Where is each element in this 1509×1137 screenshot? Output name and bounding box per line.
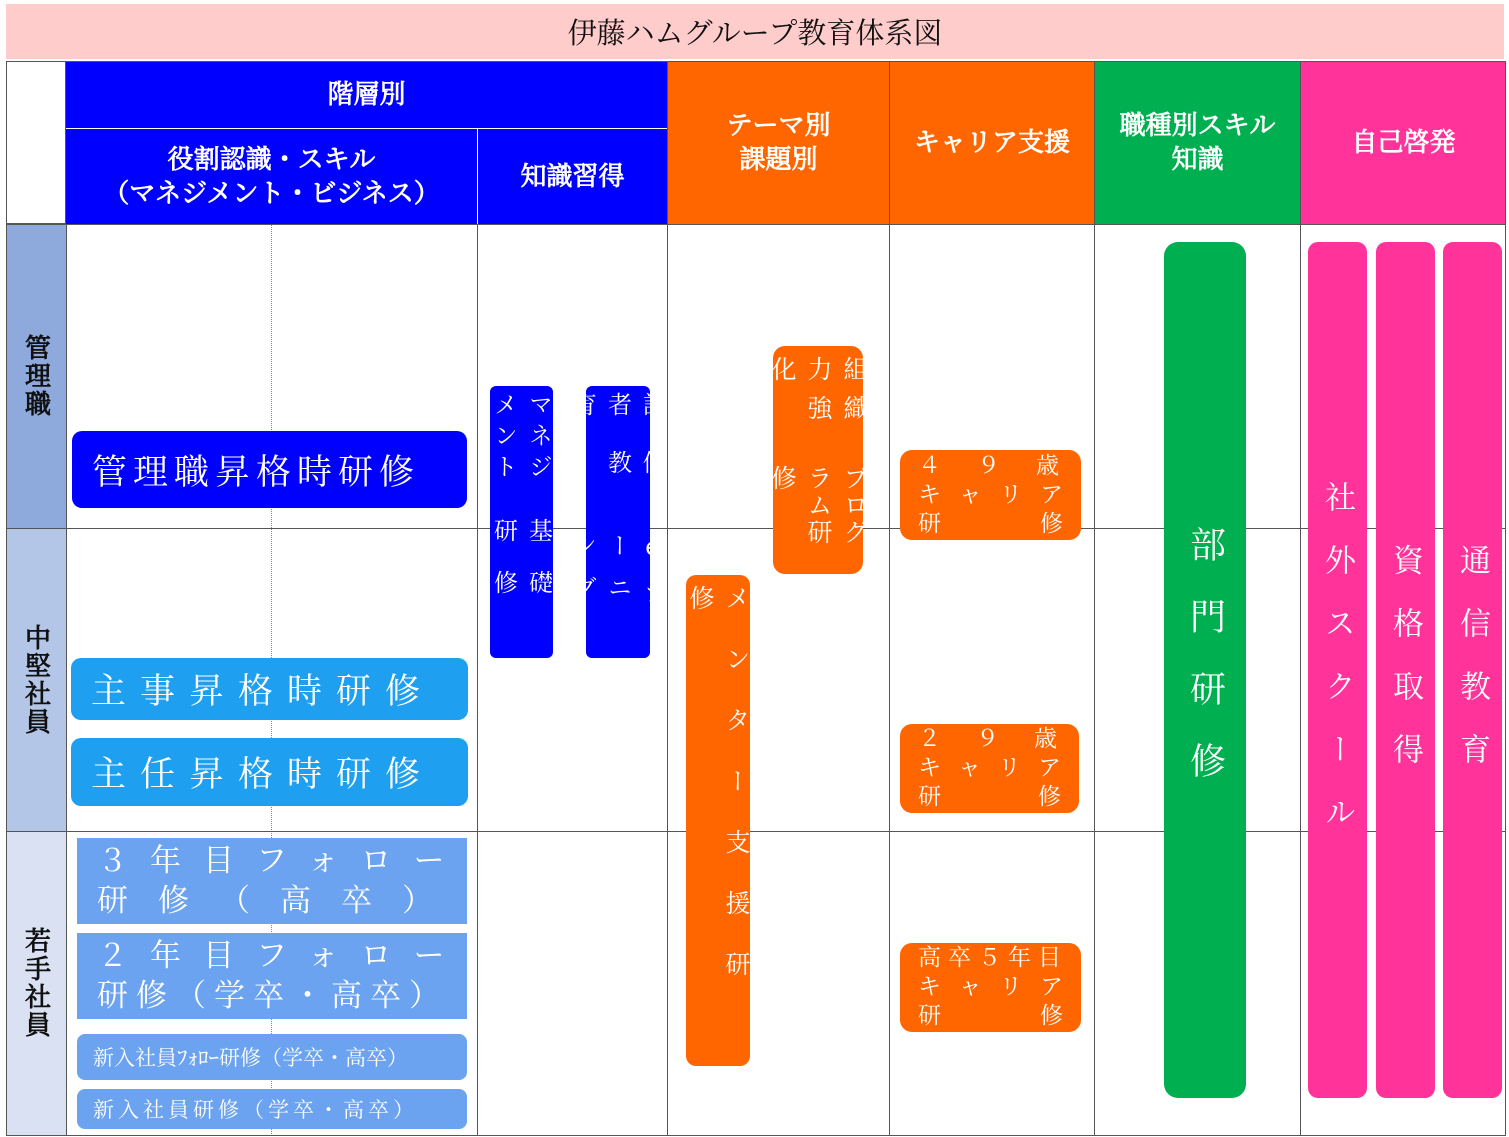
header-divider-v [477,129,478,224]
career-49-line2: キャリア [918,481,1063,508]
manager-promotion-label: 管理職昇格時研修 [92,452,421,493]
header-role-skill [66,129,477,224]
new-hire-label: 新入社員研修（学卒・高卒） [93,1098,418,1122]
qualification-label: 資格取得 [1387,544,1423,796]
management-basic-col2: 基礎研修 [489,517,553,622]
header-theme [668,61,889,224]
header-theme-line1: テーマ別 [726,110,831,141]
header-divider [66,128,667,129]
second-year-follow-line1: ２年目フォロー [97,938,467,974]
header-role-skill-line1: 役割認識・スキル [167,144,376,175]
management-basic-training[interactable] [490,386,553,658]
row-label-manager: 管理職 [6,224,66,528]
career-49-training[interactable] [900,450,1081,540]
row-label-young: 若手社員 [6,831,66,1135]
header-hierarchy: 階層別 [66,61,667,128]
career-29-training[interactable] [900,724,1079,813]
correspondence-education[interactable] [1443,242,1502,1098]
third-year-follow-training[interactable] [77,838,467,924]
grid-line [1300,61,1301,1136]
career-hs5-line3: 研修 [918,1003,1063,1029]
career-hs5-training[interactable] [900,943,1081,1032]
manager-promotion-training[interactable] [72,431,467,508]
grid-line [6,224,1506,225]
new-hire-follow-label: 新入社員ﾌｫﾛｰ研修（学卒・高卒） [93,1046,408,1070]
grid-line [1094,61,1095,1136]
career-29-line3: 研修 [918,784,1061,810]
org-strengthening-program[interactable] [768,346,869,574]
header-self-dev: 自己啓発 [1301,61,1506,224]
grid-line [889,61,890,1136]
third-year-follow-line2: 研修（高卒） [97,883,463,919]
department-training[interactable] [1164,242,1246,1098]
row-label-mid: 中堅社員 [6,528,66,831]
grid-line [1505,61,1506,1136]
shuji-promotion-label: 主事昇格時研修 [91,672,435,712]
outside-school[interactable] [1308,242,1367,1098]
third-year-follow-line1: ３年目フォロー [97,843,467,879]
header-role-skill-line2: （マネジメント・ビジネス） [103,178,440,209]
header-corner [6,61,66,224]
management-basic-col1: マネジメント [489,392,553,485]
diagram-title: 伊藤ハムグループ教育体系図 [6,4,1504,59]
grid-line [66,224,67,1136]
career-29-line1: ２９歳 [918,726,1061,752]
grid-line [6,1135,1506,1136]
grid-line [477,224,478,1136]
mentor-support-training[interactable] [686,575,750,1066]
grid-line [6,528,1506,529]
grid-line [6,61,1506,62]
org-col1: 組織力強化 [768,356,869,434]
career-hs5-line2: キャリア [918,974,1063,1000]
career-49-line3: 研修 [918,510,1063,537]
grid-line [6,61,7,1136]
career-hs5-line1: 高卒５年目 [918,945,1063,971]
shunin-promotion-training[interactable] [71,738,468,806]
header-theme-line2: 課題別 [739,144,818,175]
header-knowledge: 知識習得 [478,129,667,224]
career-49-line1: ４９歳 [918,452,1063,479]
header-job-skill [1095,61,1300,224]
shuji-promotion-training[interactable] [71,658,468,720]
mentor-label: メンター支援研修 [686,585,751,1012]
header-job-skill-line2: 知識 [1171,144,1224,175]
career-29-line2: キャリア [918,755,1061,781]
org-col2: プログラム研修 [768,464,869,546]
qualification[interactable] [1376,242,1435,1098]
department-label: 部門研修 [1184,526,1226,814]
header-job-skill-line1: 職種別スキル [1119,110,1276,141]
second-year-follow-training[interactable] [77,933,467,1019]
correspondence-label: 通信教育 [1454,544,1490,796]
second-year-follow-line2: 研修（学卒・高卒） [97,978,448,1014]
evaluator-education[interactable] [568,386,667,658]
new-hire-follow-training[interactable] [77,1034,467,1080]
new-hire-training[interactable] [77,1089,467,1129]
shunin-promotion-label: 主任昇格時研修 [91,755,435,795]
outside-school-label: 社外スクール [1319,481,1355,859]
evaluator-col2: eラーニング [568,532,667,621]
evaluator-col1: 評価者教育 [568,392,667,508]
grid-line [6,831,1506,832]
header-career: キャリア支援 [890,61,1094,224]
